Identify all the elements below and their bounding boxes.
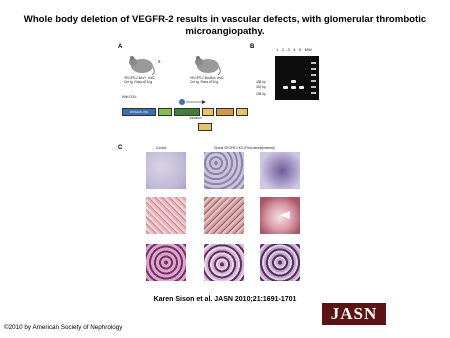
label-control: Control (156, 146, 167, 150)
jasn-logo: JASN (322, 303, 386, 325)
histology-control-2 (146, 197, 186, 234)
slide-title: Whole body deletion of VEGFR-2 results in vascular defects, with glomerular thrombotic microangiopathy. (23, 14, 427, 37)
excision-label: excision (190, 116, 202, 120)
loxp-construct-1 (202, 108, 214, 116)
histology-ko-1a (204, 152, 244, 189)
histology-ko-3a (204, 244, 244, 281)
histology-ko-2a (204, 197, 244, 234)
panel-a-letter: A (118, 44, 123, 50)
figure (118, 44, 330, 296)
ladder-band (311, 86, 316, 88)
gel-lane-3: 3 (287, 47, 290, 52)
ladder-band (311, 62, 316, 64)
rtta-construct (158, 108, 172, 116)
gel-size-238: 238 bp (256, 92, 266, 96)
ladder-band (311, 80, 316, 82)
dox-label: With DOX: (122, 95, 138, 99)
gel-lane-5: 5 (299, 47, 302, 52)
vegfr2-construct (216, 108, 234, 116)
gel-lane-labels (276, 48, 312, 52)
cre-construct (174, 108, 200, 116)
gel-image (275, 56, 319, 100)
mouse-left-image (126, 52, 156, 76)
mouse-right-image (192, 52, 222, 76)
label-ko: Global VEGFR-2 KO (Post-developmental) (214, 146, 275, 150)
citation: Karen Sison et al. JASN 2010;21:1691-1701 (153, 296, 297, 303)
gel-size-302: 302 bp (256, 85, 266, 89)
gel-band (291, 86, 296, 89)
panel-b-letter: B (250, 44, 255, 50)
ladder-band (311, 92, 316, 94)
ladder-band (311, 68, 316, 70)
gel-size-438: 438 bp (256, 80, 266, 84)
gel-band (291, 80, 296, 83)
dox-arrow-icon (178, 98, 208, 108)
gel-lane-2: 2 (281, 47, 284, 52)
gel-band (299, 86, 304, 89)
histology-ko-1b (260, 152, 300, 189)
panel-c-letter: C (118, 145, 123, 151)
gel-lane-4: 4 (293, 47, 296, 52)
histology-control-1 (146, 152, 186, 189)
histology-control-3 (146, 244, 186, 281)
gel-lane-1: 1 (276, 47, 279, 52)
copyright: ©2010 by American Society of Nephrology (4, 324, 123, 331)
histology-ko-2b (260, 197, 300, 234)
rosa-construct: ROSA26-rtTA (122, 108, 156, 116)
mouse-right-label: VEGFR-2 flox/flox, tetO-Cre tg, Rosa-rtTA tg (190, 76, 225, 84)
gel-band (283, 86, 288, 89)
cross-symbol: x (158, 59, 161, 65)
arrowhead-icon (280, 211, 290, 219)
gel-lane-mw: MW (304, 47, 312, 52)
loxp-construct-2 (236, 108, 248, 116)
histology-ko-3b (260, 244, 300, 281)
mouse-left-label: VEGFR-2 flox/+, tetO-Cre tg, Rosa-rtTA tg (124, 76, 156, 84)
ladder-band (311, 74, 316, 76)
excised-construct (198, 123, 212, 131)
